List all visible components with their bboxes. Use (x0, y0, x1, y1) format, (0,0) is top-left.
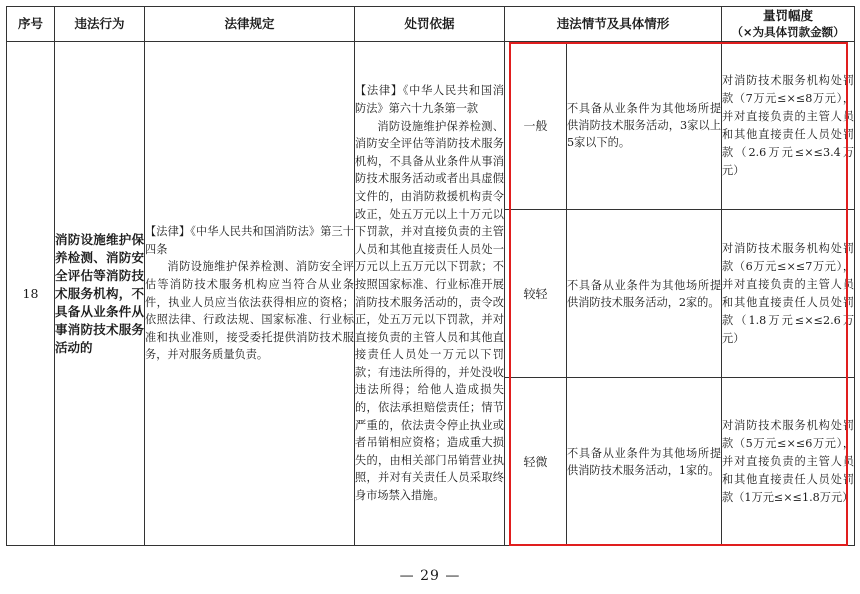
circumstance-minor: 不具备从业条件为其他场所提供消防技术服务活动，1家的。 (567, 378, 722, 546)
law-text: 消防设施维护保养检测、消防安全评估等消防技术服务机构应当符合从业条件，执业人员应当依法获得相应的资格；依照法律、行政法规、国家标准、行业标准和执业准则，接受委托提供消防技术服务，并对服务质量负责。 (145, 260, 354, 362)
basis-text: 消防设施维护保养检测、消防安全评估等消防技术服务机构，不具备从业条件从事消防技术服务活动或者出具虚假文件的，由消防救援机构责令改正，处五万元以上十万元以下罚款，并对直接负责的主管人员和其他直接责任人员处一万元以上五万元以下罚款；不按照国家标准、行业标准开展消防技术服务活动的，责令改正，处五万元以下罚款，并对直接负责的主管人员和其他直接责任人员处一万元以下罚款；有违法所得的，并处没收违法所得；给他人造成损失的，依法承担赔偿责任；情节严重的，依法责令停止执业或者吊销相应资格；造成重大损失的，由相关部门吊销营业执照，并对有关责任人员采取终身市场禁入措施。 (355, 119, 504, 503)
level-minor: 轻微 (505, 378, 567, 546)
header-law: 法律规定 (145, 7, 355, 42)
basis-heading: 【法律】《中华人民共和国消防法》第六十九条第一款 (355, 84, 504, 115)
header-penalty-title: 量罚幅度 (763, 8, 814, 23)
header-circumstances: 违法情节及具体情形 (505, 7, 722, 42)
circumstance-lighter: 不具备从业条件为其他场所提供消防技术服务活动，2家的。 (567, 210, 722, 378)
basis-cell (355, 42, 505, 546)
header-row (7, 7, 855, 42)
law-heading: 【法律】《中华人民共和国消防法》第三十四条 (145, 225, 354, 256)
level-lighter: 较轻 (505, 210, 567, 378)
table-row (7, 42, 855, 210)
seq-cell: 18 (7, 42, 55, 546)
header-penalty-sub: （×为具体罚款金额） (731, 25, 845, 39)
penalty-minor: 对消防技术服务机构处罚款（5万元≤×≤6万元），并对直接负责的主管人员和其他直接责任人员处罚款（1万元≤×≤1.8万元） (722, 378, 855, 546)
page-number: — 29 — (399, 568, 461, 584)
penalty-table (6, 6, 855, 546)
level-general: 一般 (505, 42, 567, 210)
penalty-lighter: 对消防技术服务机构处罚款（6万元≤×≤7万元），并对直接负责的主管人员和其他直接责任人员处罚款（1.8万元≤×≤2.6万元） (722, 210, 855, 378)
circumstance-general: 不具备从业条件为其他场所提供消防技术服务活动，3家以上5家以下的。 (567, 42, 722, 210)
penalty-general: 对消防技术服务机构处罚款（7万元≤×≤8万元），并对直接负责的主管人员和其他直接责任人员处罚款（2.6万元≤×≤3.4万元） (722, 42, 855, 210)
header-seq: 序号 (7, 7, 55, 42)
header-basis: 处罚依据 (355, 7, 505, 42)
law-cell (145, 42, 355, 546)
violation-cell: 消防设施维护保养检测、消防安全评估等消防技术服务机构，不具备从业条件从事消防技术服务活动的 (55, 42, 145, 546)
header-act: 违法行为 (55, 7, 145, 42)
header-penalty (722, 7, 855, 42)
